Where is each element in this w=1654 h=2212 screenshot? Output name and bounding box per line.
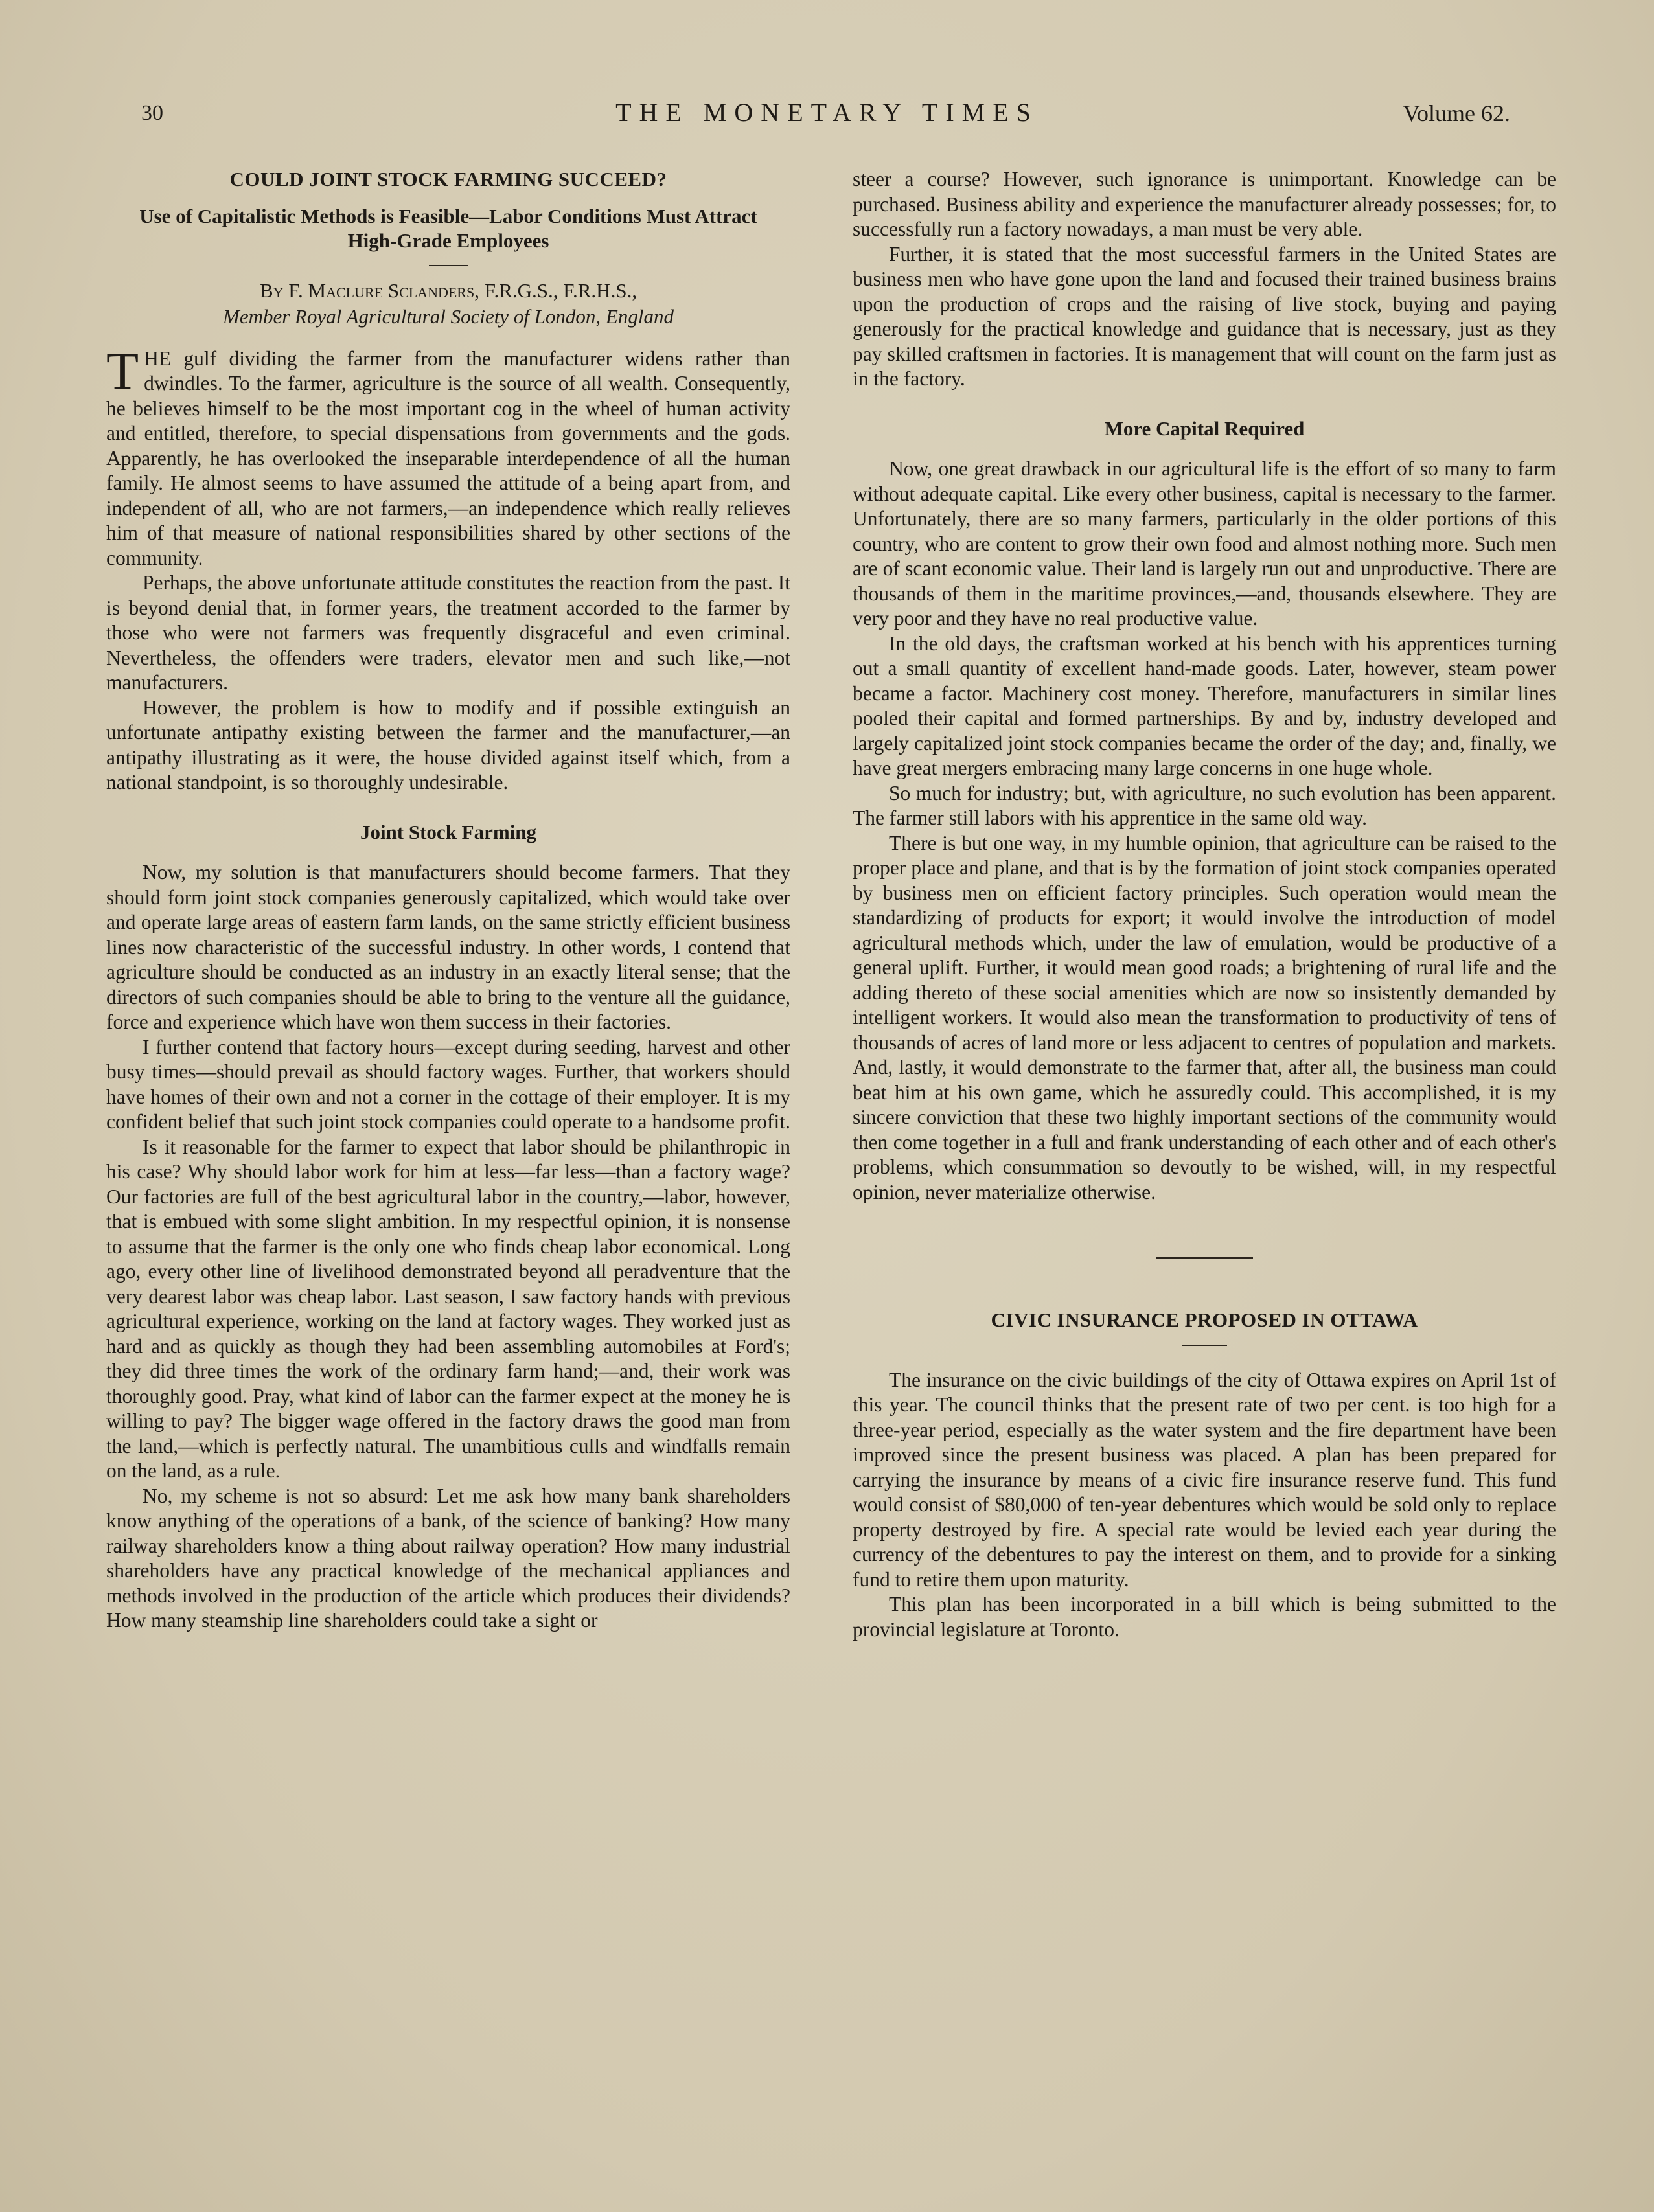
page-number: 30	[141, 101, 163, 125]
article-title-civic-insurance: CIVIC INSURANCE PROPOSED IN OTTAWA	[991, 1308, 1418, 1331]
title-divider	[1182, 1345, 1227, 1346]
right-column	[853, 167, 1556, 1642]
section-heading-more-capital: More Capital Required	[1104, 416, 1305, 440]
paragraph: Perhaps, the above unfortunate attitude constitutes the reaction from the past. It is beyond denial that, in former years, the treatment accorded to the farmer by those who were not farmers was frequently disgraceful and even criminal. Nevertheless, the offenders were traders, elevator men and such like,—not manufacturers.	[106, 571, 790, 694]
paragraph	[106, 341, 790, 571]
paragraph: steer a course? However, such ignorance is unimportant. Knowledge can be purchased. Business ability and experience the manufacturer already possesses; for, to successfully run a factory nowadays, a man must be very able.	[853, 168, 1556, 240]
article-title: COULD JOINT STOCK FARMING SUCCEED?	[229, 168, 667, 190]
article-separator	[1156, 1257, 1253, 1259]
paragraph: There is but one way, in my humble opinion, that agriculture can be raised to the proper place and plane, and that is by the formation of joint stock companies operated by business men on efficient factory principles. Such operation would mean the standardizing of products for export; it would involve the introduction of model agricultural methods which, under the law of emulation, would be productive of a general uplift. Further, it would mean good roads; a brightening of rural life and the adding thereto of these social amenities which are now so insistently demanded by intelligent workers. It would also mean the transformation to productivity of tens of thousands of acres of land more or less adjacent to centres of population and markets. And, lastly, it would demonstrate to the farmer that, after all, the business man could beat him at his own game, which he assuredly could. This accomplished, it is my sincere conviction that these two highly important sections of the community would then come together in a full and frank understanding of each other and of each other's problems, which consummation so devoutly to be wished, will, in my respectful opinion, never materialize otherwise.	[853, 831, 1556, 1203]
paragraph: This plan has been incorporated in a bill which is being submitted to the provincial legislature at Toronto.	[853, 1593, 1556, 1641]
byline	[106, 278, 790, 304]
volume-label: Volume 62.	[1403, 100, 1510, 126]
left-column	[106, 167, 790, 1634]
author-affiliation: Member Royal Agricultural Society of London, England	[223, 304, 674, 328]
paragraph: Now, my solution is that manufacturers should become farmers. That they should form joint stock companies generously capitalized, which would take over and operate large areas of eastern farm lands, on the same strictly efficient business lines now characteristic of the successful industry. In other words, I contend that agriculture should be conducted as an industry in an exactly literal sense; that the directors of such companies should be able to bring to the venture all the guidance, force and experience which have won them success in their factories.	[106, 861, 790, 1033]
paragraph: Now, one great drawback in our agricultural life is the effort of so many to farm without adequate capital. Like every other business, capital is necessary to the farmer. Unfortunately, there are so many farmers, particularly in the older portions of this country, who are content to grow their own food and almost nothing more. Such men are of scant economic value. Their land is largely run out and unproductive. There are thousands of them in the maritime provinces,—and, thousands elsewhere. They are very poor and they have no real productive value.	[853, 457, 1556, 630]
running-head	[0, 97, 1654, 136]
paragraph-text: HE gulf dividing the farmer from the manufacturer widens rather than dwindles. To the farmer, agriculture is the source of all wealth. Consequently, he believes himself to be the most important cog in the wheel of human activity and entitled, therefore, to special dispensations from governments and the gods. Apparently, he has overlooked the inseparable interdependence of all the human family. He almost seems to have assumed the attitude of a being apart from, and independent of all, who are not farmers,—an independence which really relieves him of that measure of national responsibilities shared by other sections of the community.	[106, 347, 790, 569]
author-name: F. Maclure Sclanders	[288, 279, 475, 302]
byline-prefix: By	[259, 279, 284, 302]
section-heading-joint-stock-farming: Joint Stock Farming	[360, 820, 537, 843]
paragraph: I further contend that factory hours—except during seeding, harvest and other busy times—should prevail as should factory wages. Further, that workers should have homes of their own and not a corner in the cottage of their employer. It is my confident belief that such joint stock companies could operate to a handsome profit.	[106, 1035, 790, 1133]
journal-title: THE MONETARY TIMES	[615, 98, 1039, 127]
paragraph: No, my scheme is not so absurd: Let me ask how many bank shareholders know anything of the operations of a bank, of the science of banking? How many railway shareholders know a thing about railway operation? How many industrial shareholders have any practical knowledge of the mechanical appliances and methods involved in the production of the article which produces their dividends? How many steamship line shareholders could take a sight or	[106, 1484, 790, 1632]
paragraph: So much for industry; but, with agriculture, no such evolution has been apparent. The farmer still labors with his apprentice in the same old way.	[853, 781, 1556, 829]
paragraph: However, the problem is how to modify and if possible extinguish an unfortunate antipathy existing between the farmer and the manufacturer,—an antipathy illustrating as it were, the house divided against itself which, from a national standpoint, is so thoroughly undesirable.	[106, 696, 790, 793]
author-credentials: , F.R.G.S., F.R.H.S.,	[474, 279, 637, 302]
paragraph: In the old days, the craftsman worked at his bench with his apprentices turning out a small quantity of excellent hand-made goods. Later, however, steam power became a factor. Machinery cost money. Therefore, manufacturers in similar lines pooled their capital and formed partnerships. By and by, industry developed and largely capitalized joint stock companies became the order of the day; and, finally, we have great mergers embracing many large concerns in one huge whole.	[853, 632, 1556, 779]
byline-divider	[429, 265, 468, 266]
drop-cap: T	[106, 341, 139, 400]
paragraph: Further, it is stated that the most successful farmers in the United States are business men who have gone upon the land and focused their trained business brains upon the production of crops and the raising of live stock, buying and paying generously for the practical knowledge and guidance that is necessary, just as they pay skilled craftsmen in factories. It is management that will count on the farm just as in the factory.	[853, 242, 1556, 390]
paragraph: Is it reasonable for the farmer to expect that labor should be philanthropic in his case? Why should labor work for him at less—far less—than a factory wage? Our factories are full of the best agricultural labor in the country,—labor, however, that is embued with some slight ambition. In my respectful opinion, it is nonsense to assume that the farmer is the only one who finds cheap labor economical. Long ago, every other line of livelihood demonstrated beyond all peradventure that the very dearest labor was cheap labor. Last season, I saw factory hands with previous agricultural experience, working on the land at factory wages. They worked just as hard and as quickly as though they had been assembling automobiles at Ford's; they did three times the work of the ordinary farm hand;—and, their work was thoroughly good. Pray, what kind of labor can the farmer expect at the money he is willing to pay? The bigger wage offered in the factory draws the good man from the land,—which is perfectly natural. The unambitious culls and windfalls remain on the land, as a rule.	[106, 1135, 790, 1482]
paragraph: The insurance on the civic buildings of the city of Ottawa expires on April 1st of this year. The council thinks that the present rate of two per cent. is too high for a three-year period, especially as the water system and the fire department have been improved since the present business was placed. A plan has been prepared for carrying the insurance by means of a civic fire insurance reserve fund. This fund would consist of $80,000 of ten-year debentures which would be sold only to replace property destroyed by fire. A special rate would be levied each year during the currency of the debentures to pay the interest on them, and to provide for a sinking fund to retire them upon maturity.	[853, 1368, 1556, 1591]
article-deck: Use of Capitalistic Methods is Feasible—Labor Conditions Must Attract High-Grade Employees	[139, 204, 757, 252]
